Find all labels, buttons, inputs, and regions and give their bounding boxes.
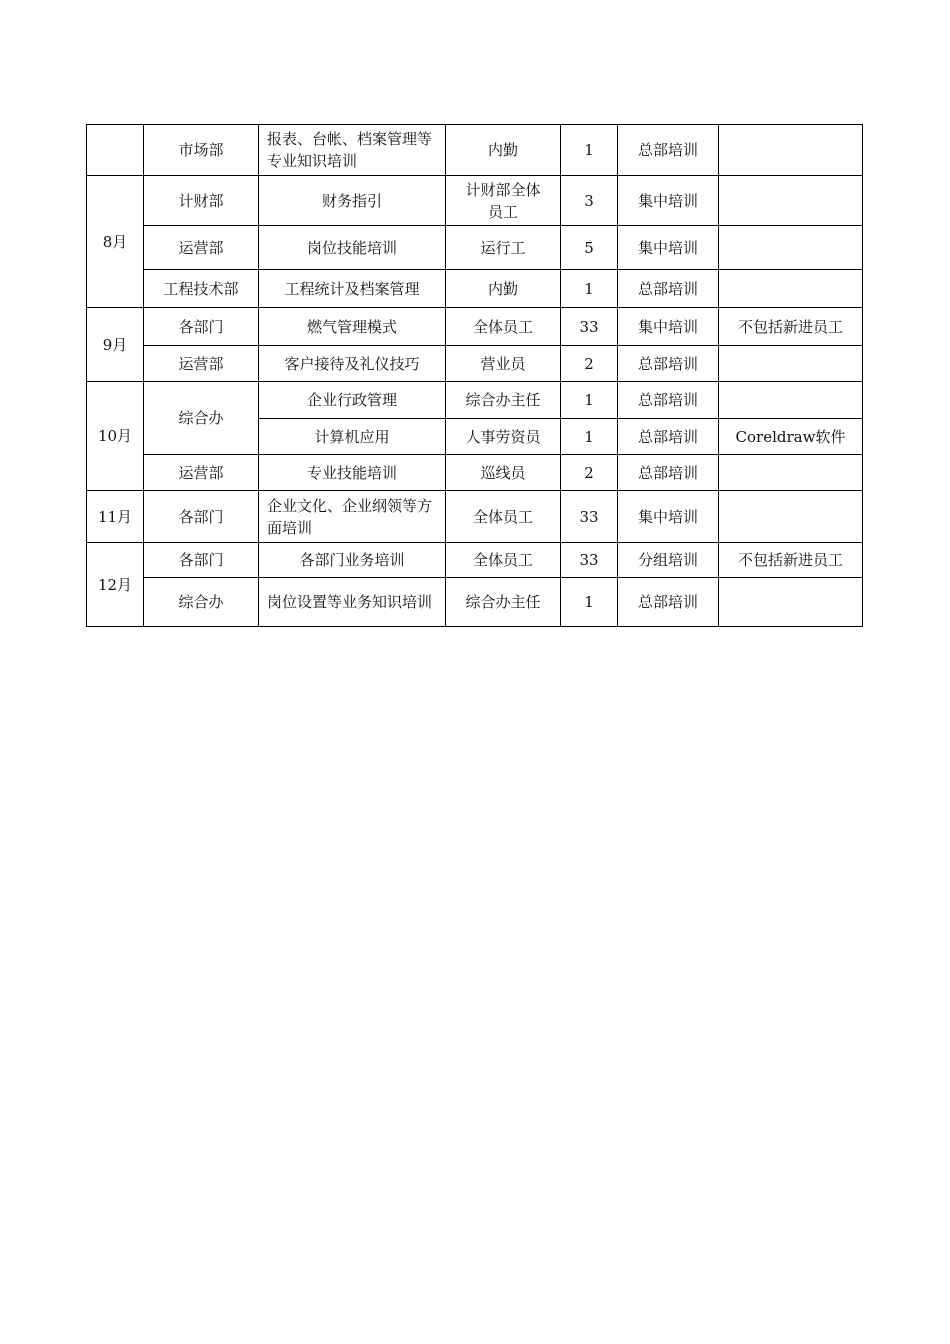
target-cell: 运行工 [446,226,561,270]
note-cell: 不包括新进员工 [719,543,863,578]
method-cell: 集中培训 [618,308,719,346]
table-row [87,226,863,270]
method-cell: 总部培训 [618,125,719,176]
table-row [87,176,863,226]
content-cell: 岗位设置等业务知识培训 [259,578,446,627]
content-cell: 财务指引 [259,176,446,226]
note-cell [719,382,863,419]
month-cell: 9月 [87,308,144,382]
count-cell: 1 [561,419,618,455]
dept-cell: 综合办 [144,578,259,627]
content-cell: 岗位技能培训 [259,226,446,270]
dept-cell: 综合办 [144,382,259,455]
content-cell: 工程统计及档案管理 [259,270,446,308]
table-row [87,543,863,578]
note-cell [719,578,863,627]
training-plan-table [86,124,863,627]
count-cell: 5 [561,226,618,270]
dept-cell: 各部门 [144,543,259,578]
content-cell: 计算机应用 [259,419,446,455]
count-cell: 1 [561,270,618,308]
month-cell: 12月 [87,543,144,627]
target-cell: 全体员工 [446,491,561,543]
method-cell: 总部培训 [618,419,719,455]
dept-cell: 计财部 [144,176,259,226]
content-cell: 燃气管理模式 [259,308,446,346]
method-cell: 总部培训 [618,382,719,419]
table-row [87,125,863,176]
month-cell: 10月 [87,382,144,491]
month-cell: 8月 [87,176,144,308]
target-cell: 巡线员 [446,455,561,491]
content-cell: 企业行政管理 [259,382,446,419]
dept-cell: 各部门 [144,491,259,543]
content-cell: 企业文化、企业纲领等方面培训 [259,491,446,543]
count-cell: 2 [561,455,618,491]
month-cell: 11月 [87,491,144,543]
month-cell [87,125,144,176]
count-cell: 1 [561,382,618,419]
note-cell [719,270,863,308]
count-cell: 1 [561,125,618,176]
note-cell [719,226,863,270]
method-cell: 分组培训 [618,543,719,578]
target-cell: 内勤 [446,125,561,176]
count-cell: 33 [561,308,618,346]
note-cell [719,346,863,382]
count-cell: 33 [561,543,618,578]
target-cell: 全体员工 [446,308,561,346]
table-row [87,578,863,627]
content-cell: 各部门业务培训 [259,543,446,578]
content-cell: 客户接待及礼仪技巧 [259,346,446,382]
method-cell: 总部培训 [618,578,719,627]
dept-cell: 运营部 [144,346,259,382]
dept-cell: 市场部 [144,125,259,176]
dept-cell: 运营部 [144,455,259,491]
target-cell: 计财部全体员工 [446,176,561,226]
note-cell [719,455,863,491]
target-cell: 全体员工 [446,543,561,578]
table-row [87,308,863,346]
count-cell: 2 [561,346,618,382]
target-cell: 营业员 [446,346,561,382]
table-row [87,346,863,382]
target-cell: 人事劳资员 [446,419,561,455]
target-cell: 内勤 [446,270,561,308]
count-cell: 1 [561,578,618,627]
target-cell: 综合办主任 [446,578,561,627]
target-cell: 综合办主任 [446,382,561,419]
content-cell: 报表、台帐、档案管理等专业知识培训 [259,125,446,176]
table-row [87,270,863,308]
method-cell: 总部培训 [618,346,719,382]
note-cell: Coreldraw软件 [719,419,863,455]
method-cell: 总部培训 [618,270,719,308]
table-row [87,382,863,419]
dept-cell: 各部门 [144,308,259,346]
method-cell: 集中培训 [618,176,719,226]
dept-cell: 运营部 [144,226,259,270]
table-row [87,455,863,491]
method-cell: 集中培训 [618,491,719,543]
note-cell [719,176,863,226]
table-row [87,491,863,543]
note-cell: 不包括新进员工 [719,308,863,346]
method-cell: 总部培训 [618,455,719,491]
note-cell [719,125,863,176]
count-cell: 33 [561,491,618,543]
dept-cell: 工程技术部 [144,270,259,308]
method-cell: 集中培训 [618,226,719,270]
note-cell [719,491,863,543]
content-cell: 专业技能培训 [259,455,446,491]
count-cell: 3 [561,176,618,226]
